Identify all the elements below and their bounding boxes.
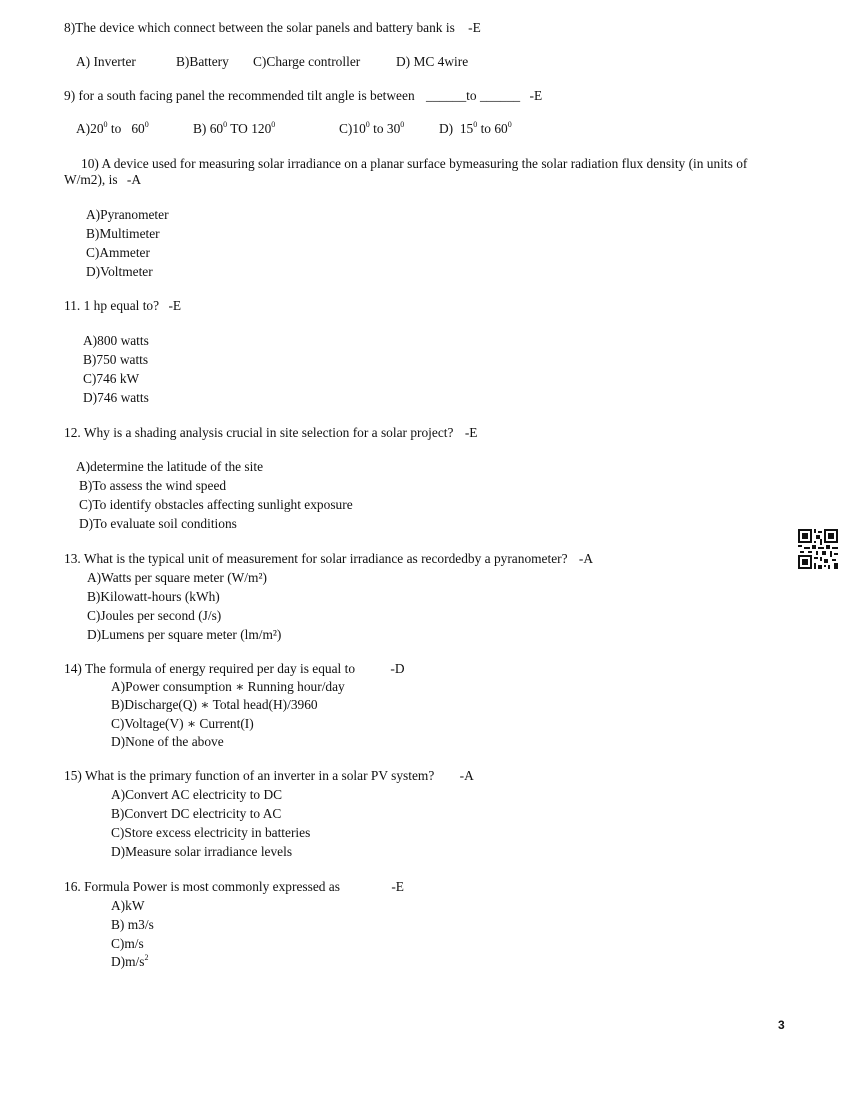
option: B)Discharge(Q) ∗ Total head(H)/3960 xyxy=(111,697,318,712)
answer-key: -E xyxy=(468,20,481,35)
option: A)Power consumption ∗ Running hour/day xyxy=(111,679,345,694)
option: B)Multimeter xyxy=(86,226,160,241)
question-9 xyxy=(64,88,542,104)
option: B)Battery xyxy=(176,54,229,69)
option: B)750 watts xyxy=(83,352,149,367)
to-word: to xyxy=(466,88,477,103)
question-text: 8)The device which connect between the solar panels and battery bank is xyxy=(64,20,455,35)
option: B)Kilowatt-hours (kWh) xyxy=(87,589,220,604)
answer-key: -E xyxy=(464,425,478,440)
option: D)Voltmeter xyxy=(86,264,153,279)
option: C)m/s xyxy=(111,936,144,951)
option: $C)10^0$ to $30^0$ xyxy=(339,120,405,136)
option: C)746 kW xyxy=(83,371,140,386)
option: $A)20^0$ to $60^0$ xyxy=(76,120,149,136)
option: D)To evaluate soil conditions xyxy=(79,516,237,531)
option: A) Inverter xyxy=(76,54,136,69)
option: C)To identify obstacles affecting sunlight exposure xyxy=(79,497,353,512)
question-text: 12. Why is a shading analysis crucial in site selection for a solar project? xyxy=(64,425,454,440)
option: C)Store excess electricity in batteries xyxy=(111,825,311,840)
option: B)To assess the wind speed xyxy=(79,478,227,493)
option: A)Pyranometer xyxy=(86,207,169,222)
question-text: 14) The formula of energy required per day is equal to xyxy=(64,661,356,676)
option: C)Charge controller xyxy=(253,54,361,69)
question-8 xyxy=(64,20,481,36)
blank: ______ xyxy=(426,88,467,103)
option: $D)m/s^2$ xyxy=(111,953,149,969)
question-13 xyxy=(64,551,593,567)
option: D) $15^0$ to $60^0$ xyxy=(439,120,512,136)
option: D)Lumens per square meter (lm/m²) xyxy=(87,627,282,642)
question-16 xyxy=(64,879,404,895)
question-text: 10) A device used for measuring solar irradiance on a planar surface bymeasuring the solar radiation flux density (in units of W/m2), is xyxy=(64,156,748,187)
answer-key: -A xyxy=(126,172,142,187)
option: B)Convert DC electricity to AC xyxy=(111,806,282,821)
answer-key: -A xyxy=(459,768,474,783)
page-number: 3 xyxy=(778,1018,785,1032)
blank: ______ xyxy=(479,88,521,103)
option: C)Voltage(V) ∗ Current(I) xyxy=(111,716,254,731)
answer-key: -E xyxy=(168,298,182,313)
option: B) m3/s xyxy=(111,917,154,932)
option: C)Joules per second (J/s) xyxy=(87,608,222,623)
question-text: 13. What is the typical unit of measurement for solar irradiance as recordedby a pyranometer? xyxy=(64,551,568,566)
answer-key: -E xyxy=(529,88,543,103)
question-14 xyxy=(64,661,405,677)
option: D) MC 4wire xyxy=(396,54,469,69)
option: A)800 watts xyxy=(83,333,149,348)
option: D)Measure solar irradiance levels xyxy=(111,844,293,859)
answer-key: -E xyxy=(391,879,404,894)
option: C)Ammeter xyxy=(86,245,150,260)
question-text: 9) for a south facing panel the recommended tilt angle is between xyxy=(64,88,415,103)
option: A)kW xyxy=(111,898,145,913)
answer-key: -D xyxy=(390,661,405,676)
option: A)Watts per square meter (W/m²) xyxy=(87,570,267,585)
question-text: 11. 1 hp equal to? xyxy=(64,298,160,313)
option: D)746 watts xyxy=(83,390,149,405)
question-11 xyxy=(64,298,181,314)
question-text: 16. Formula Power is most commonly expressed as xyxy=(64,879,340,894)
question-10 xyxy=(64,156,786,188)
option: A)Convert AC electricity to DC xyxy=(111,787,283,802)
qr-code xyxy=(798,529,838,569)
question-15 xyxy=(64,768,474,784)
option: A)determine the latitude of the site xyxy=(76,459,264,474)
question-12 xyxy=(64,425,477,441)
answer-key: -A xyxy=(578,551,594,566)
option: B) $60^0$ TO $120^0$ xyxy=(193,120,276,136)
question-text: 15) What is the primary function of an inverter in a solar PV system? xyxy=(64,768,435,783)
option: D)None of the above xyxy=(111,734,224,749)
